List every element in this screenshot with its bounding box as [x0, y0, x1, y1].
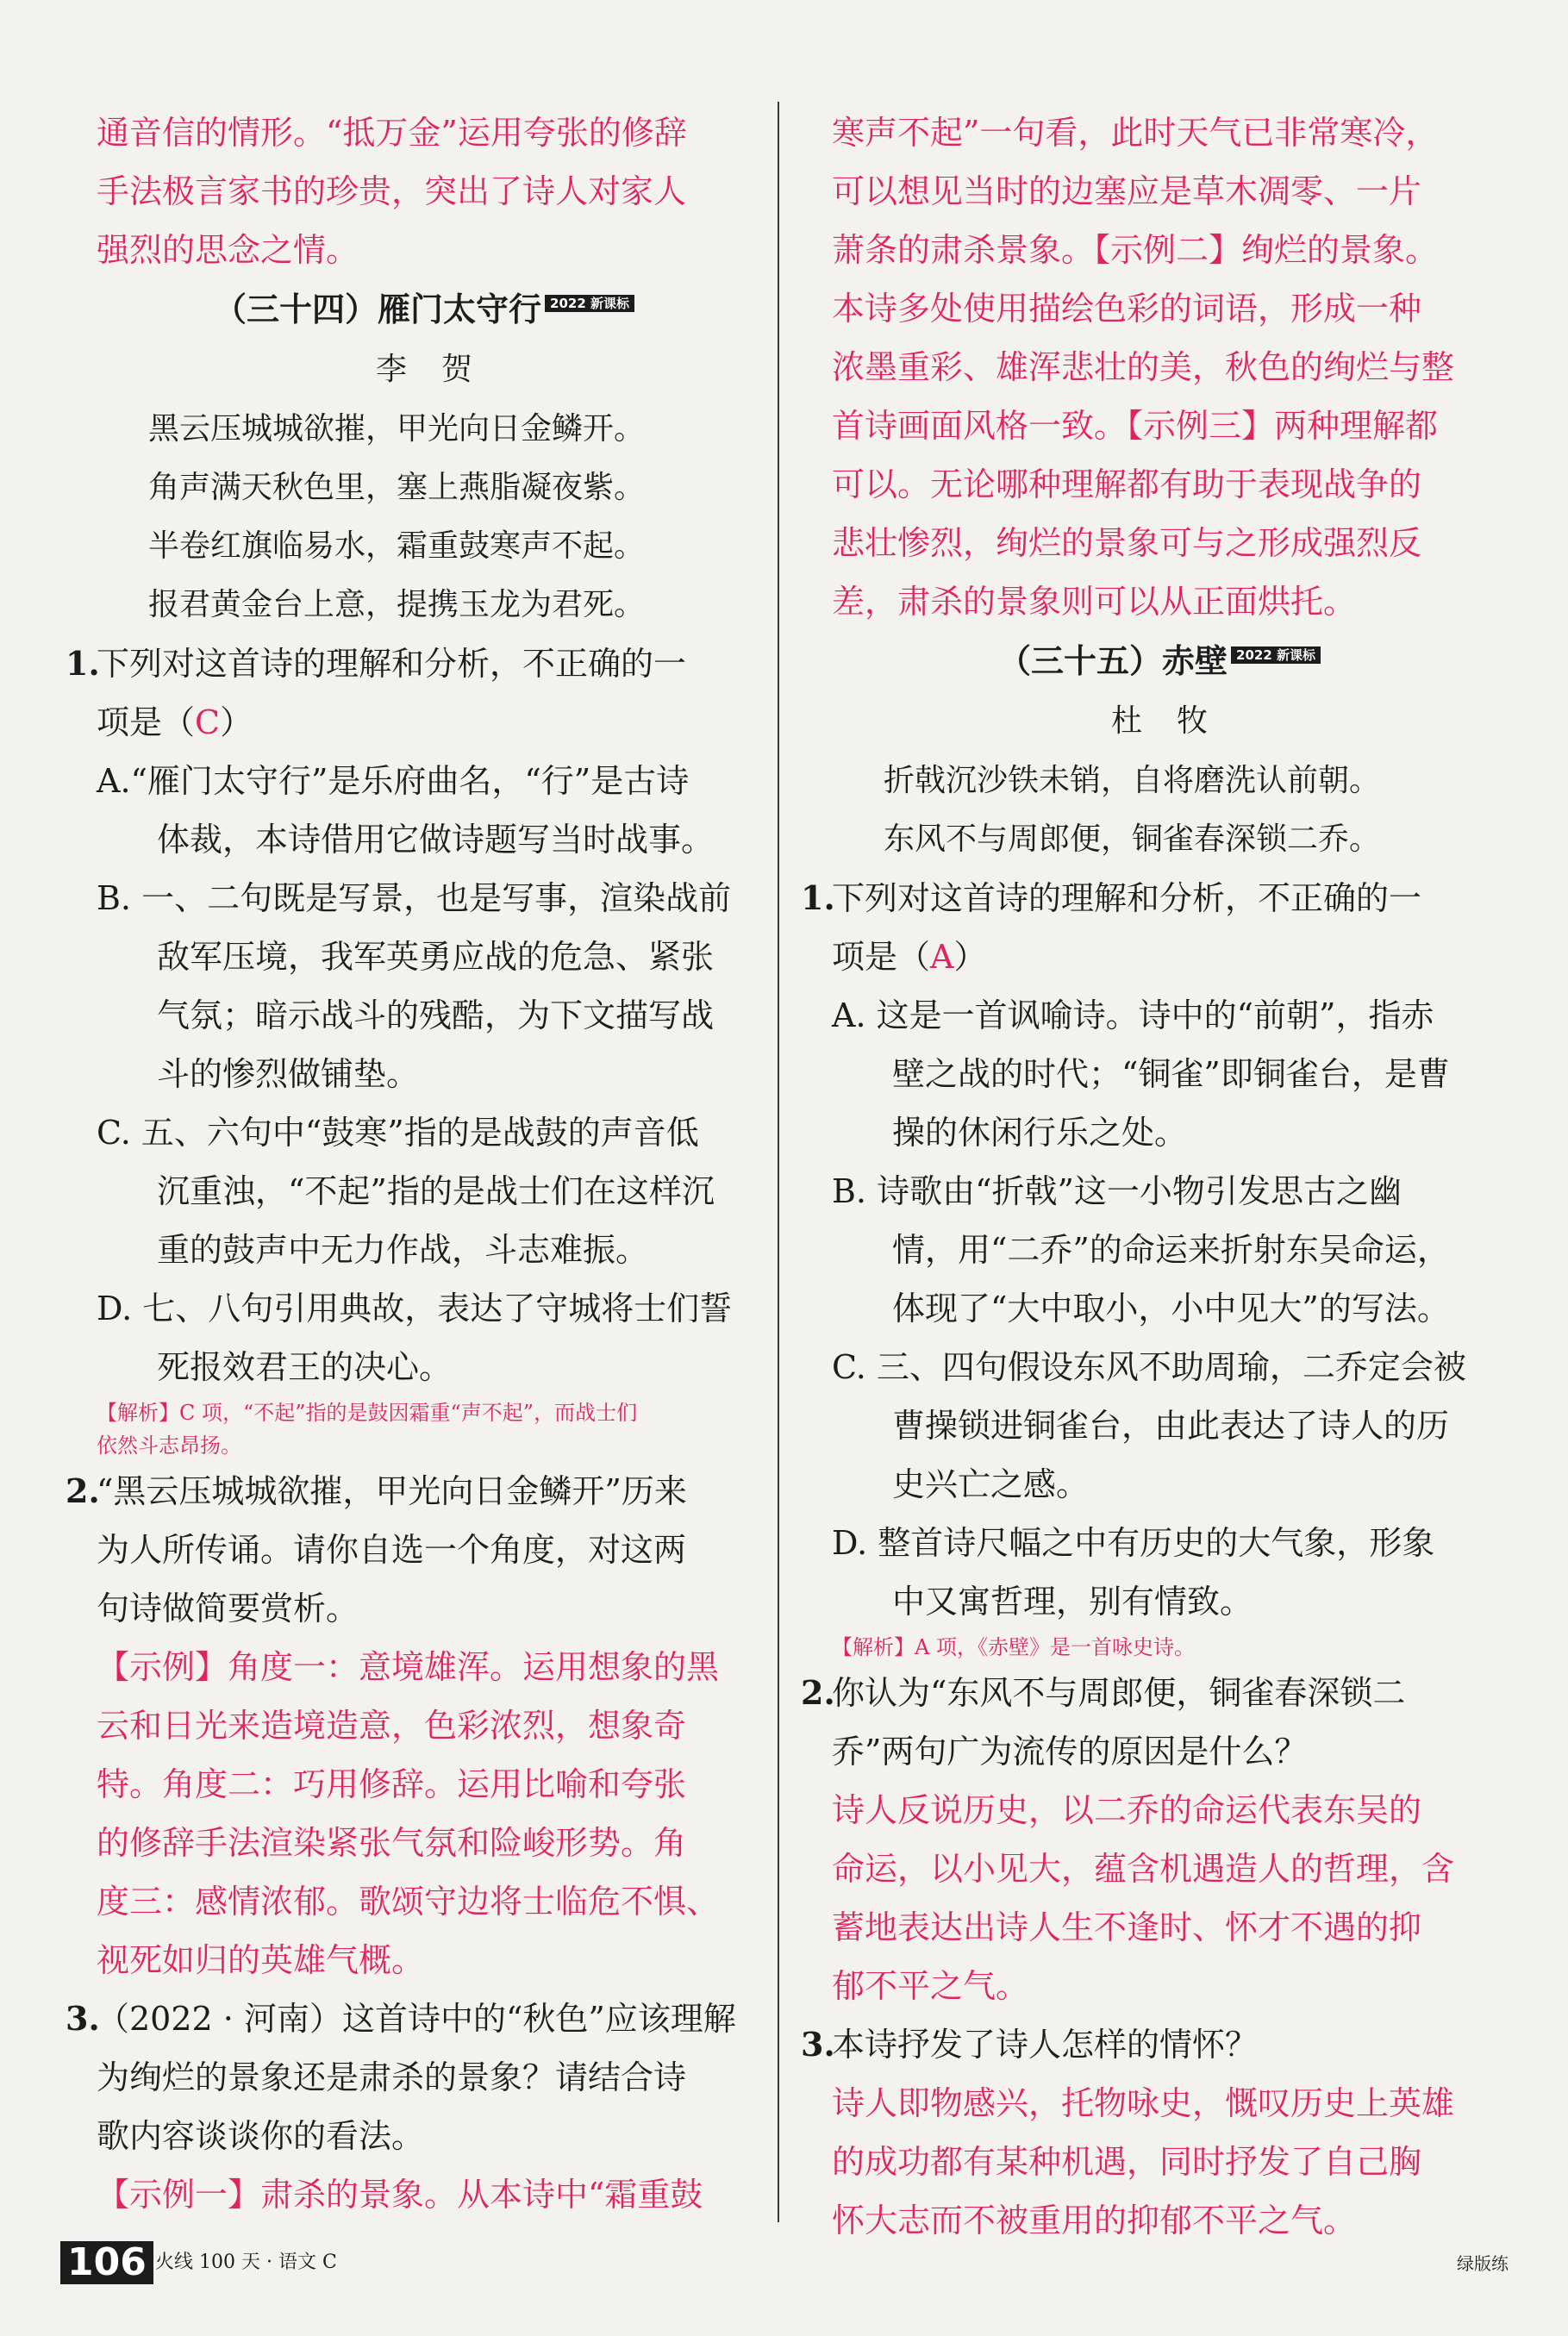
analysis: 依然斗志昂扬。	[97, 1433, 241, 1458]
column-divider	[778, 102, 779, 2222]
question-3-stem: 3. （2022 · 河南）这首诗中的“秋色”应该理解	[97, 1989, 752, 2048]
poem-author: 杜牧	[1110, 703, 1242, 739]
option-b: 情，用“二乔”的命运来折射东吴命运，	[892, 1231, 1450, 1269]
option-b: 敌军压境，我军英勇应战的危急、紧张	[157, 938, 715, 976]
answer-line: 【示例一】肃杀的景象。从本诗中“霜重鼓	[97, 2176, 703, 2214]
question-1-stem: 1. 下列对这首诗的理解和分析，不正确的一	[97, 634, 752, 693]
answer-line: 怀大志而不被重用的抑郁不平之气。	[832, 2202, 1357, 2239]
option-d: D. 七、八句引用典故，表达了守城将士们誓	[97, 1290, 733, 1327]
question-1-stem: 项是（A）	[832, 938, 987, 976]
question-2-stem: 乔”两句广为流传的原因是什么？	[832, 1733, 1308, 1771]
poem-title-34: （三十四）雁门太守行 2022 新课标	[97, 279, 752, 340]
option-c: C. 五、六句中“鼓寒”指的是战鼓的声音低	[97, 1114, 699, 1152]
badge: 2022 新课标	[545, 295, 634, 312]
option-b: B. 诗歌由“折戟”这一小物引发思古之幽	[832, 1172, 1402, 1210]
right-column	[801, 103, 1487, 2250]
poem-line: 半卷红旗临易水，霜重鼓寒声不起。	[148, 528, 646, 564]
option-c: 沉重浊，“不起”指的是战士们在这样沉	[157, 1172, 715, 1210]
answer-line: 可以想见当时的边塞应是草木凋零、一片	[832, 172, 1422, 210]
question-2-stem: 2. “黑云压城城欲摧，甲光向日金鳞开”历来	[97, 1462, 752, 1521]
answer-line: 命运，以小见大，蕴含机遇造人的哲理，含	[832, 1850, 1455, 1888]
question-number: 2.	[66, 1471, 100, 1510]
question-number: 1.	[801, 878, 835, 917]
answer-line: 浓墨重彩、雄浑悲壮的美，秋色的绚烂与整	[832, 348, 1455, 386]
answer-line: 寒声不起”一句看，此时天气已非常寒冷，	[832, 114, 1439, 152]
poem-line: 报君黄金台上意，提携玉龙为君死。	[148, 587, 646, 622]
answer-line: 悲壮惨烈，绚烂的景象可与之形成强烈反	[832, 524, 1422, 562]
option-c: 史兴亡之感。	[892, 1465, 1090, 1503]
intro-line: 手法极言家书的珍贵，突出了诗人对家人	[97, 172, 687, 210]
option-b: B. 一、二句既是写景，也是写事，渲染战前	[97, 879, 732, 917]
poem-line: 角声满天秋色里，塞上燕脂凝夜紫。	[148, 470, 646, 505]
option-b: 斗的惨烈做铺垫。	[157, 1055, 420, 1093]
question-1-stem: 1. 下列对这首诗的理解和分析，不正确的一	[832, 869, 1487, 928]
option-b: 气氛；暗示战斗的残酷，为下文描写战	[157, 996, 715, 1034]
answer-letter: A	[930, 938, 954, 976]
question-3-stem: 为绚烂的景象还是肃杀的景象？请结合诗	[97, 2058, 687, 2096]
question-2-stem: 2. 你认为“东风不与周郎便，铜雀春深锁二	[832, 1664, 1487, 1722]
answer-line: 云和日光来造境造意，色彩浓烈，想象奇	[97, 1707, 687, 1745]
poem-author: 李贺	[375, 352, 507, 387]
option-a: A.“雁门太守行”是乐府曲名，“行”是古诗	[97, 762, 690, 800]
intro-line: 强烈的思念之情。	[97, 231, 359, 269]
book-title: 火线 100 天 · 语文 C	[155, 2252, 337, 2273]
question-number: 1.	[66, 644, 100, 683]
option-d: D. 整首诗尺幅之中有历史的大气象，形象	[832, 1524, 1435, 1562]
question-number: 3.	[66, 1999, 100, 2038]
question-3-stem: 3. 本诗抒发了诗人怎样的情怀？	[832, 2015, 1487, 2074]
option-c: 曹操锁进铜雀台，由此表达了诗人的历	[892, 1407, 1450, 1445]
question-2-stem: 句诗做简要赏析。	[97, 1590, 359, 1627]
option-a: 壁之战的时代；“铜雀”即铜雀台，是曹	[892, 1055, 1450, 1093]
option-c: 重的鼓声中无力作战，斗志难振。	[157, 1231, 649, 1269]
answer-letter: C	[195, 703, 221, 741]
answer-line: 度三：感情浓郁。歌颂守边将士临危不惧、	[97, 1883, 720, 1921]
option-d: 死报效君王的决心。	[157, 1348, 453, 1386]
option-c: C. 三、四句假设东风不助周瑜，二乔定会被	[832, 1348, 1466, 1386]
poem-title-35: （三十五）赤壁 2022 新课标	[832, 631, 1487, 691]
intro-line: 通音信的情形。“抵万金”运用夸张的修辞	[97, 114, 687, 152]
answer-line: 特。角度二：巧用修辞。运用比喻和夸张	[97, 1765, 687, 1803]
answer-line: 萧条的肃杀景象。【示例二】绚烂的景象。	[832, 231, 1439, 269]
option-a: 体裁，本诗借用它做诗题写当时战事。	[157, 821, 715, 859]
poem-line: 折戟沉沙铁未销，自将磨洗认前朝。	[884, 763, 1381, 798]
page-number: 106	[60, 2241, 153, 2284]
option-b: 体现了“大中取小，小中见大”的写法。	[892, 1290, 1450, 1327]
answer-line: 郁不平之气。	[832, 1967, 1029, 2005]
question-1-stem: 项是（C）	[97, 703, 253, 741]
question-number: 3.	[801, 2025, 835, 2064]
answer-line: 诗人反说历史，以二乔的命运代表东吴的	[832, 1791, 1422, 1829]
answer-line: 差，肃杀的景象则可以从正面烘托。	[832, 583, 1357, 621]
page-footer	[60, 2241, 1509, 2284]
poem-line: 东风不与周郎便，铜雀春深锁二乔。	[884, 821, 1381, 857]
answer-line: 【示例】角度一：意境雄浑。运用想象的黑	[97, 1648, 720, 1686]
option-a: 操的休闲行乐之处。	[892, 1114, 1188, 1152]
answer-line: 视死如归的英雄气概。	[97, 1941, 425, 1979]
answer-line: 本诗多处使用描绘色彩的词语，形成一种	[832, 290, 1422, 328]
answer-line: 可以。无论哪种理解都有助于表现战争的	[832, 465, 1422, 503]
answer-line: 蓄地表达出诗人生不逢时、怀才不遇的抑	[832, 1908, 1422, 1946]
brand-label: 绿版练	[1457, 2253, 1509, 2274]
analysis: 【解析】C 项，“不起”指的是鼓因霜重“声不起”，而战士们	[97, 1401, 638, 1425]
answer-line: 首诗画面风格一致。【示例三】两种理解都	[832, 407, 1439, 445]
question-3-stem: 歌内容谈谈你的看法。	[97, 2117, 425, 2155]
badge: 2022 新课标	[1231, 646, 1321, 664]
option-a: A. 这是一首讽喻诗。诗中的“前朝”，指赤	[832, 996, 1434, 1034]
option-d: 中又寓哲理，别有情致。	[892, 1583, 1253, 1621]
left-column	[66, 103, 752, 2224]
analysis: 【解析】A 项，《赤壁》是一首咏史诗。	[832, 1635, 1195, 1659]
question-number: 2.	[801, 1673, 835, 1712]
answer-line: 的修辞手法渲染紧张气氛和险峻形势。角	[97, 1824, 687, 1862]
question-2-stem: 为人所传诵。请你自选一个角度，对这两	[97, 1531, 687, 1569]
answer-line: 的成功都有某种机遇，同时抒发了自己胸	[832, 2143, 1422, 2181]
poem-line: 黑云压城城欲摧，甲光向日金鳞开。	[148, 411, 646, 447]
answer-line: 诗人即物感兴，托物咏史，慨叹历史上英雄	[832, 2084, 1455, 2122]
